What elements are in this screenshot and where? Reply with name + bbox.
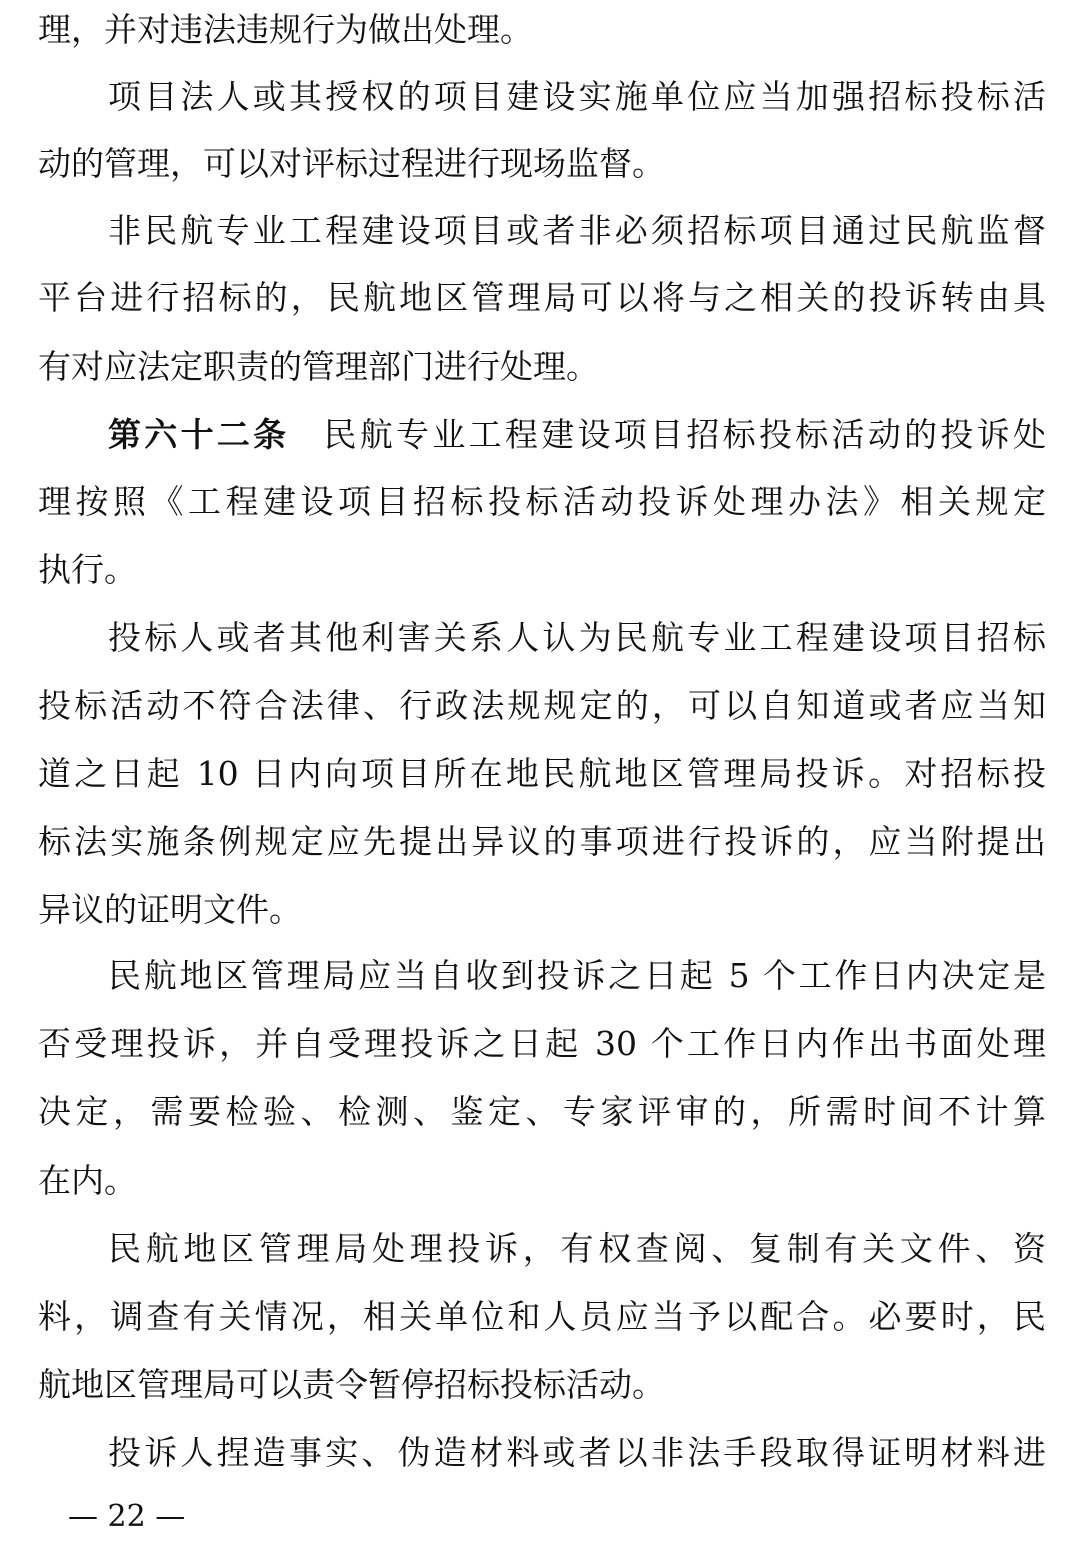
text-line: 投标活动不符合法律、行政法规规定的，可以自知道或者应当知 [38,686,1046,725]
article-first-line [108,405,1046,465]
text-line: 执行。 [38,550,137,589]
text-line: 异议的证明文件。 [38,890,302,929]
text-line: 在内。 [38,1161,137,1200]
text-line: 决定，需要检验、检测、鉴定、专家评审的，所需时间不计算 [38,1092,1046,1131]
text-line: 道之日起 10 日内向项目所在地民航地区管理局投诉。对招标投 [38,754,1046,793]
text-line: 理，并对违法违规行为做出处理。 [38,10,533,49]
text-line: 有对应法定职责的管理部门进行处理。 [38,347,599,386]
text-line: 标法实施条例规定应先提出异议的事项进行投诉的，应当附提出 [38,822,1046,861]
text-line: 非民航专业工程建设项目或者非必须招标项目通过民航监督 [108,211,1046,250]
page-number: — 22 — [68,1499,186,1534]
text-line: 动的管理，可以对评标过程进行现场监督。 [38,144,665,183]
text-line: 民航地区管理局处理投诉，有权查阅、复制有关文件、资 [108,1229,1046,1268]
text-line: 平台进行招标的，民航地区管理局可以将与之相关的投诉转由具 [38,278,1046,317]
text-line: 航地区管理局可以责令暂停招标投标活动。 [38,1365,665,1404]
text-line: 民航专业工程建设项目招标投标活动的投诉处 [323,415,1047,454]
text-line: 投诉人捏造事实、伪造材料或者以非法手段取得证明材料进 [108,1433,1046,1472]
text-line: 否受理投诉，并自受理投诉之日起 30 个工作日内作出书面处理 [38,1024,1046,1063]
text-line: 投标人或者其他利害关系人认为民航专业工程建设项目招标 [108,618,1046,657]
text-line: 民航地区管理局应当自收到投诉之日起 5 个工作日内决定是 [108,956,1046,995]
article-heading: 第六十二条 [108,415,290,454]
text-line: 项目法人或其授权的项目建设实施单位应当加强招标投标活 [108,77,1046,116]
text-line: 料，调查有关情况，相关单位和人员应当予以配合。必要时，民 [38,1297,1046,1336]
text-line: 理按照《工程建设项目招标投标活动投诉处理办法》相关规定 [38,482,1046,521]
